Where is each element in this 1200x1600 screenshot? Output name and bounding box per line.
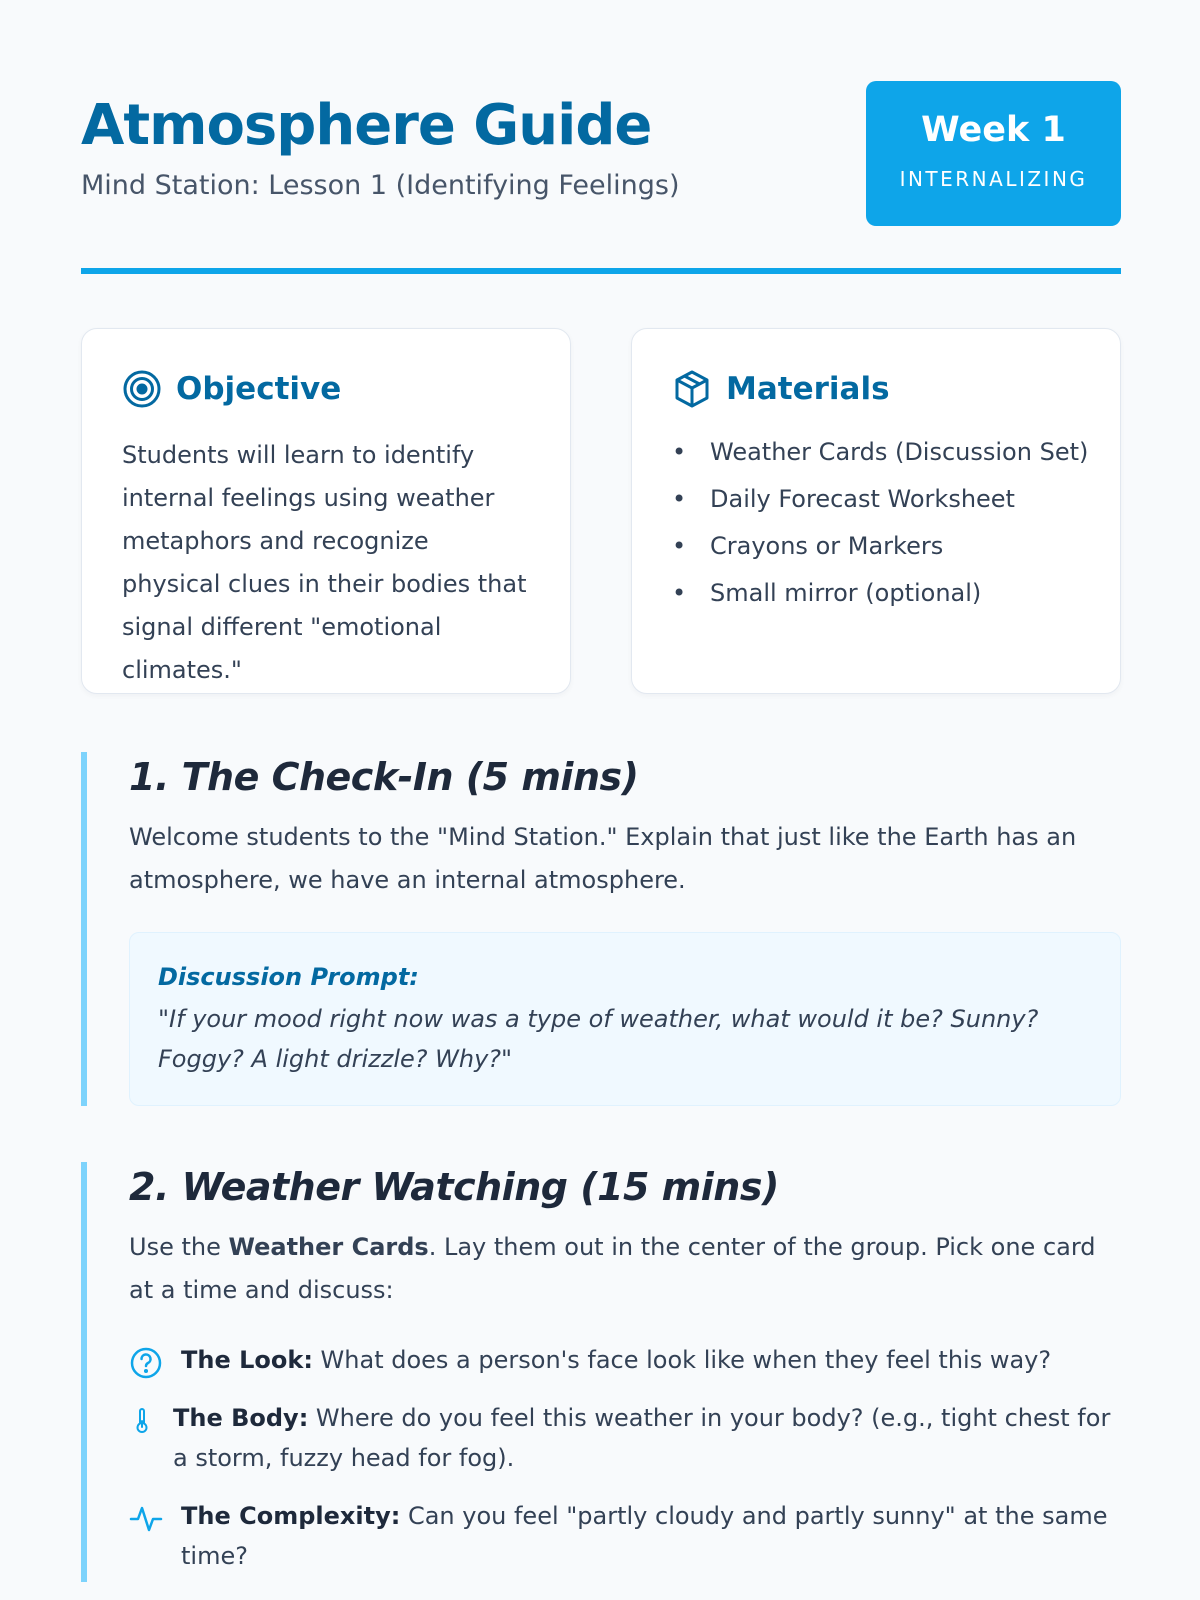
list-item: • Small mirror (optional) [672,579,982,607]
materials-card [631,328,1121,694]
section-weather-watching [81,1162,1121,1582]
target-icon [122,369,162,409]
header [81,0,1121,280]
item-term: The Body: [173,1404,309,1432]
list-item [129,1496,1121,1576]
material-item: Small mirror (optional) [710,579,982,607]
discussion-list [129,1340,1121,1576]
text-part: . Lay them out in the center of the group. Pick one card at a time and discuss: [129,1233,1096,1304]
section-check-in [81,752,1121,1106]
item-text: Where do you feel this weather in your body? (e.g., tight chest for a storm, fuzzy head for fog). [173,1404,1111,1472]
prompt-label: Discussion Prompt: [158,963,419,991]
list-item: • Crayons or Markers [672,532,944,560]
list-item [129,1340,1121,1380]
page-title: Atmosphere Guide [81,93,652,158]
text-part: Use the [129,1233,229,1261]
question-circle-icon [129,1346,163,1380]
section-title: 2. Weather Watching (15 mins) [129,1165,779,1209]
materials-header [672,369,890,409]
item-term: The Look: [181,1346,313,1374]
week-number: Week 1 [921,110,1066,150]
material-item: Daily Forecast Worksheet [710,485,1015,513]
header-divider [81,268,1121,274]
list-item [129,1398,1121,1478]
week-badge [866,81,1121,226]
material-item: Weather Cards (Discussion Set) [710,438,1089,466]
week-label: INTERNALIZING [899,167,1088,191]
section-text: Welcome students to the "Mind Station." Explain that just like the Earth has an atmosphere, we have an internal atmosphere. [129,823,1077,894]
list-item: • Weather Cards (Discussion Set) [672,438,1089,466]
thermometer-icon [129,1408,155,1434]
page-subtitle: Mind Station: Lesson 1 (Identifying Feelings) [81,170,680,201]
box-icon [672,369,712,409]
objective-card [81,328,571,694]
objective-text: Students will learn to identify internal feelings using weather metaphors and recognize physical clues in their bodies that signal different "emotional climates." [122,441,527,684]
objective-title: Objective [176,371,342,407]
discussion-prompt [129,932,1121,1106]
prompt-text: "If your mood right now was a type of weather, what would it be? Sunny? Foggy? A light drizzle? Why?" [158,1005,1039,1073]
materials-title: Materials [726,371,890,407]
objective-header [122,369,341,409]
item-text: What does a person's face look like when they feel this way? [312,1346,1052,1374]
lesson-page [81,0,1121,1570]
list-item: • Daily Forecast Worksheet [672,485,1015,513]
pulse-icon [129,1502,163,1536]
section-text [129,1226,1121,1312]
text-bold: Weather Cards [228,1233,429,1261]
material-item: Crayons or Markers [710,532,944,560]
item-term: The Complexity: [181,1502,401,1530]
info-cards [81,328,1121,696]
item-text: Can you feel "partly cloudy and partly sunny" at the same time? [181,1502,1108,1570]
section-title: 1. The Check-In (5 mins) [129,755,639,799]
materials-list [672,432,1090,620]
